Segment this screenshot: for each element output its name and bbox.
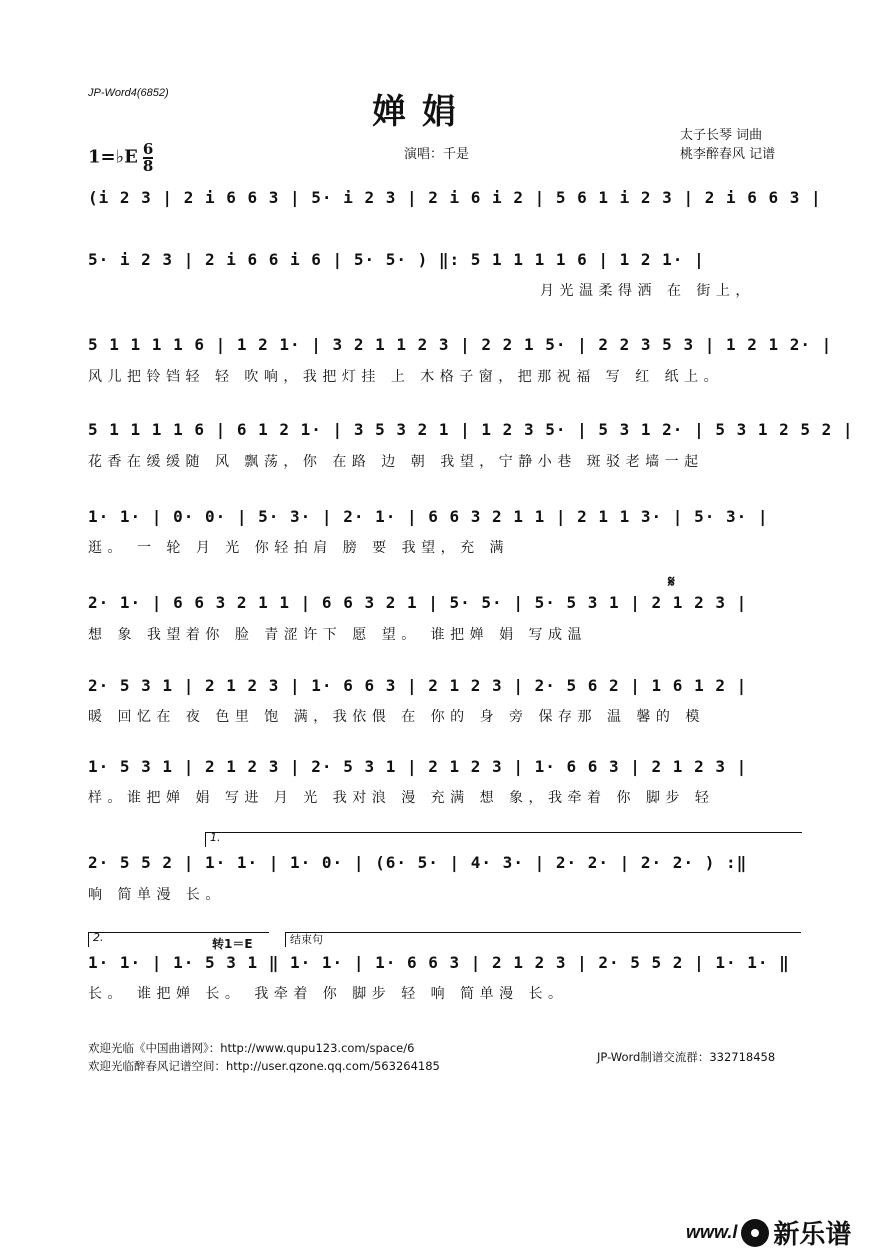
system-9-notes: 2· 5 5 2 | 1· 1· | 1· 0· | (6· 5· | 4· 3· | 2· 2· | 2· 2· ) :‖ (88, 853, 748, 872)
transcriber-credit: 桃李醉春风 记谱 (680, 147, 776, 162)
footer-group: JP-Word制谱交流群：332718458 (597, 1050, 776, 1064)
disc-icon (741, 1219, 769, 1247)
lyricist-credit: 太子长琴 词曲 (680, 128, 763, 143)
second-ending-label: 2. (93, 931, 104, 944)
coda-bracket (285, 932, 801, 947)
system-6-notes: 2· 1· | 6 6 3 2 1 1 | 6 6 3 2 1 | 5· 5· | 5· 5 3 1 | 2 1 2 3 | (88, 593, 748, 612)
system-7-notes: 2· 5 3 1 | 2 1 2 3 | 1· 6 6 3 | 2 1 2 3 | 2· 5 6 2 | 1 6 1 2 | (88, 676, 748, 695)
system-4-lyrics: 花香在缓缓随 风 飘荡，你 在路 边 朝 我望，宁静小巷 斑驳老墙一起 (88, 454, 704, 470)
footer-link-qupu: 欢迎光临《中国曲谱网》：http://www.qupu123.com/space/6 (88, 1041, 415, 1055)
system-5-notes: 1· 1· | 0· 0· | 5· 3· | 2· 1· | 6 6 3 2 1 1 | 2 1 1 3· | 5· 3· | (88, 507, 769, 526)
key-label: 1=♭E (88, 146, 138, 168)
system-3-lyrics: 风儿把铃铛轻 轻 吹响，我把灯挂 上 木格子窗，把那祝福 写 红 纸上。 (88, 369, 724, 385)
system-1-notes: (i 2 3 | 2 i 6 6 3 | 5· i 2 3 | 2 i 6 i 2 | 5 6 1 i 2 3 | 2 i 6 6 3 | (88, 188, 822, 207)
time-top: 6 (142, 140, 154, 158)
system-6-lyrics: 想 象 我望着你 脸 青涩许下 愿 望。 谁把婵 娟 写成温 (88, 627, 588, 643)
system-10-notes: 1· 1· | 1· 5 3 1 ‖ 1· 1· | 1· 6 6 3 | 2 1 2 3 | 2· 5 5 2 | 1· 1· ‖ (88, 953, 790, 972)
system-5-lyrics: 逛。 一 轮 月 光 你轻拍肩 膀 要 我望，充 满 (88, 540, 510, 556)
watermark-url: www.l (686, 1222, 738, 1242)
system-2-lyrics: 月光温柔得洒 在 街上， (540, 283, 755, 299)
time-bottom: 8 (142, 157, 154, 175)
system-8-lyrics: 样。谁把婵 娟 写进 月 光 我对浪 漫 充满 想 象，我牵着 你 脚步 轻 (88, 790, 715, 806)
software-label: JP-Word4(6852) (88, 87, 169, 99)
system-10-lyrics: 长。 谁把婵 长。 我牵着 你 脚步 轻 响 简单漫 长。 (88, 986, 568, 1002)
time-signature (142, 140, 154, 175)
song-title: 婵 娟 (372, 92, 458, 132)
footer-link-qzone: 欢迎光临醉春风记谱空间：http://user.qzone.qq.com/563264185 (88, 1059, 440, 1073)
key-signature (88, 140, 154, 175)
watermark-logo (686, 1214, 851, 1251)
system-2-notes: 5· i 2 3 | 2 i 6 6 i 6 | 5· 5· ) ‖: 5 1 1 1 1 6 | 1 2 1· | (88, 250, 705, 269)
first-ending-label: 1. (210, 831, 221, 844)
modulation-mark: 转1＝E (212, 937, 253, 951)
system-9-lyrics: 响 简单漫 长。 (88, 887, 225, 903)
system-3-notes: 5 1 1 1 1 6 | 1 2 1· | 3 2 1 1 2 3 | 2 2 1 5· | 2 2 3 5 3 | 1 2 1 2· | (88, 335, 833, 354)
first-ending-bracket (205, 832, 802, 847)
watermark-brand: 新乐谱 (773, 1220, 852, 1250)
system-4-notes: 5 1 1 1 1 6 | 6 1 2 1· | 3 5 3 2 1 | 1 2 3 5· | 5 3 1 2· | 5 3 1 2 5 2 | (88, 420, 854, 439)
system-7-lyrics: 暖 回忆在 夜 色里 饱 满，我依偎 在 你的 身 旁 保存那 温 馨的 模 (88, 709, 705, 725)
coda-label: 结束句 (290, 933, 323, 946)
singer-credit: 演唱：千是 (404, 147, 470, 162)
system-8-notes: 1· 5 3 1 | 2 1 2 3 | 2· 5 3 1 | 2 1 2 3 | 1· 6 6 3 | 2 1 2 3 | (88, 757, 748, 776)
segno-sign: 𝄋 (668, 572, 675, 591)
